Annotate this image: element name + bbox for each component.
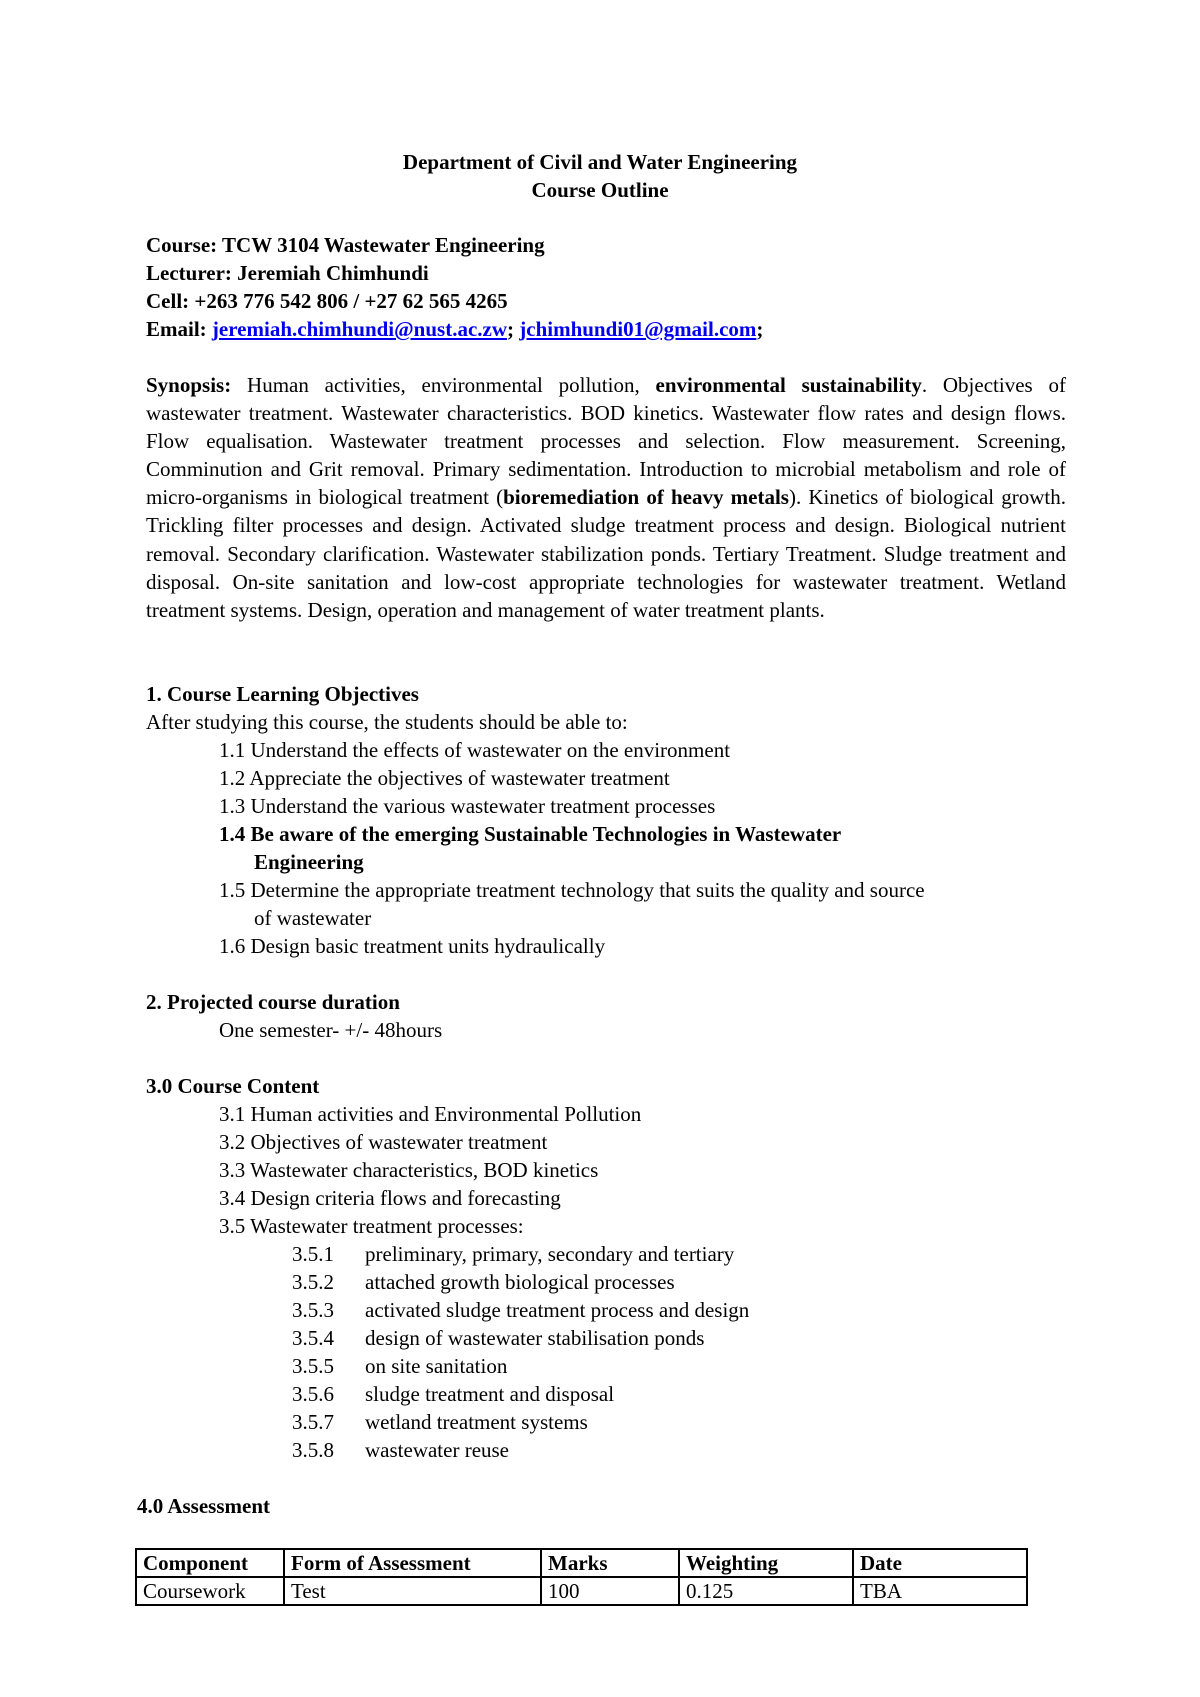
objectives-heading: 1. Course Learning Objectives	[146, 682, 419, 706]
email-line	[146, 315, 763, 343]
department-title: Department of Civil and Water Engineering	[402, 150, 798, 174]
objective-item: 1.2 Appreciate the objectives of wastewater treatment	[219, 766, 670, 790]
content-subitem	[292, 1352, 507, 1380]
content-heading: 3.0 Course Content	[146, 1074, 320, 1098]
subitem-number: 3.5.2	[292, 1270, 334, 1294]
table-row	[136, 1577, 1027, 1605]
objective-item: 1.1 Understand the effects of wastewater on the environment	[219, 738, 731, 762]
subitem-number: 3.5.7	[292, 1410, 334, 1434]
content-subitem	[292, 1240, 734, 1268]
synopsis-label: Synopsis:	[146, 373, 232, 397]
table-header-cell: Weighting	[679, 1549, 853, 1577]
subitem-text: attached growth biological processes	[365, 1270, 675, 1294]
table-cell: 0.125	[679, 1577, 853, 1605]
table-header-row	[136, 1549, 1027, 1577]
email-link-gmail[interactable]: jchimhundi01@gmail.com	[519, 317, 757, 341]
subitem-number: 3.5.6	[292, 1382, 334, 1406]
assessment-table	[135, 1548, 1028, 1606]
course-line: Course: TCW 3104 Wastewater Engineering	[146, 233, 545, 257]
content-subitem	[292, 1436, 509, 1464]
subitem-number: 3.5.8	[292, 1438, 334, 1462]
table-cell: 100	[541, 1577, 679, 1605]
content-item: 3.1 Human activities and Environmental Pollution	[219, 1102, 642, 1126]
table-cell: Coursework	[136, 1577, 284, 1605]
content-item: 3.5 Wastewater treatment processes:	[219, 1214, 524, 1238]
content-subitem	[292, 1380, 614, 1408]
subitem-number: 3.5.5	[292, 1354, 334, 1378]
objective-item-continuation: of wastewater	[254, 906, 372, 930]
table-header-cell: Date	[853, 1549, 1027, 1577]
synopsis-bold-2: bioremediation of heavy metals	[503, 485, 789, 510]
subitem-text: activated sludge treatment process and design	[365, 1298, 750, 1322]
content-item: 3.4 Design criteria flows and forecasting	[219, 1186, 561, 1210]
table-cell: TBA	[853, 1577, 1027, 1605]
table-header-cell: Form of Assessment	[284, 1549, 541, 1577]
synopsis-bold-1: environmental sustainability	[655, 373, 922, 397]
objective-item-continuation: Engineering	[254, 850, 364, 874]
table-header-cell: Component	[136, 1549, 284, 1577]
subitem-number: 3.5.3	[292, 1298, 334, 1322]
subitem-text: on site sanitation	[365, 1354, 508, 1378]
subitem-number: 3.5.1	[292, 1242, 334, 1266]
objectives-intro: After studying this course, the students should be able to:	[146, 710, 628, 734]
subitem-number: 3.5.4	[292, 1326, 334, 1350]
content-subitem	[292, 1296, 749, 1324]
email-separator: ;	[507, 317, 514, 341]
objective-item: 1.4 Be aware of the emerging Sustainable Technologies in Wastewater	[219, 822, 842, 846]
content-subitem	[292, 1324, 704, 1352]
document-subtitle: Course Outline	[531, 178, 669, 202]
subitem-text: sludge treatment and disposal	[365, 1382, 615, 1406]
lecturer-line: Lecturer: Jeremiah Chimhundi	[146, 261, 429, 285]
subitem-text: wetland treatment systems	[365, 1410, 588, 1434]
duration-text: One semester- +/- 48hours	[219, 1018, 443, 1042]
email-label: Email:	[146, 317, 207, 341]
table-header-cell: Marks	[541, 1549, 679, 1577]
objective-item: 1.3 Understand the various wastewater treatment processes	[219, 794, 716, 818]
subitem-text: design of wastewater stabilisation ponds	[365, 1326, 705, 1350]
synopsis-paragraph	[146, 371, 1066, 624]
email-link-nust[interactable]: jeremiah.chimhundi@nust.ac.zw	[211, 317, 507, 341]
duration-heading: 2. Projected course duration	[146, 990, 400, 1014]
assessment-heading: 4.0 Assessment	[137, 1494, 271, 1518]
table-cell: Test	[284, 1577, 541, 1605]
content-item: 3.3 Wastewater characteristics, BOD kinetics	[219, 1158, 599, 1182]
email-end: ;	[756, 317, 764, 341]
objective-item: 1.6 Design basic treatment units hydraulically	[219, 934, 606, 958]
content-subitem	[292, 1408, 588, 1436]
synopsis-text-3: ). Kinetics of biological growth. Trickling filter processes and design. Activated sludge treatment process and design. Biological nutrient removal. Secondary clarification. Wastewater stabilization ponds. Tertiary Treatment. Sludge treatment and disposal. On-site sanitation and low-cost appropriate technologies for wastewater treatment. Wetland treatment systems. Design, operation and management of water treatment plants.	[146, 485, 1066, 622]
subitem-text: wastewater reuse	[365, 1438, 510, 1462]
synopsis-text-1: Human activities, environmental pollution,	[231, 373, 656, 397]
content-item: 3.2 Objectives of wastewater treatment	[219, 1130, 548, 1154]
subitem-text: preliminary, primary, secondary and tertiary	[365, 1242, 735, 1266]
content-subitem	[292, 1268, 675, 1296]
synopsis-text-2: . Objectives of wastewater treatment. Wastewater characteristics. BOD kinetics. Wastewater flow rates and design flows. Flow equalisation. Wastewater treatment processes and selection. Flow measurement. Screening, Comminution and Grit removal. Primary sedimentation. Introduction to microbial metabolism and role of micro-organisms in biological treatment (	[146, 373, 1066, 510]
cell-line: Cell: +263 776 542 806 / +27 62 565 4265	[146, 289, 508, 313]
objective-item: 1.5 Determine the appropriate treatment technology that suits the quality and source	[219, 878, 925, 902]
